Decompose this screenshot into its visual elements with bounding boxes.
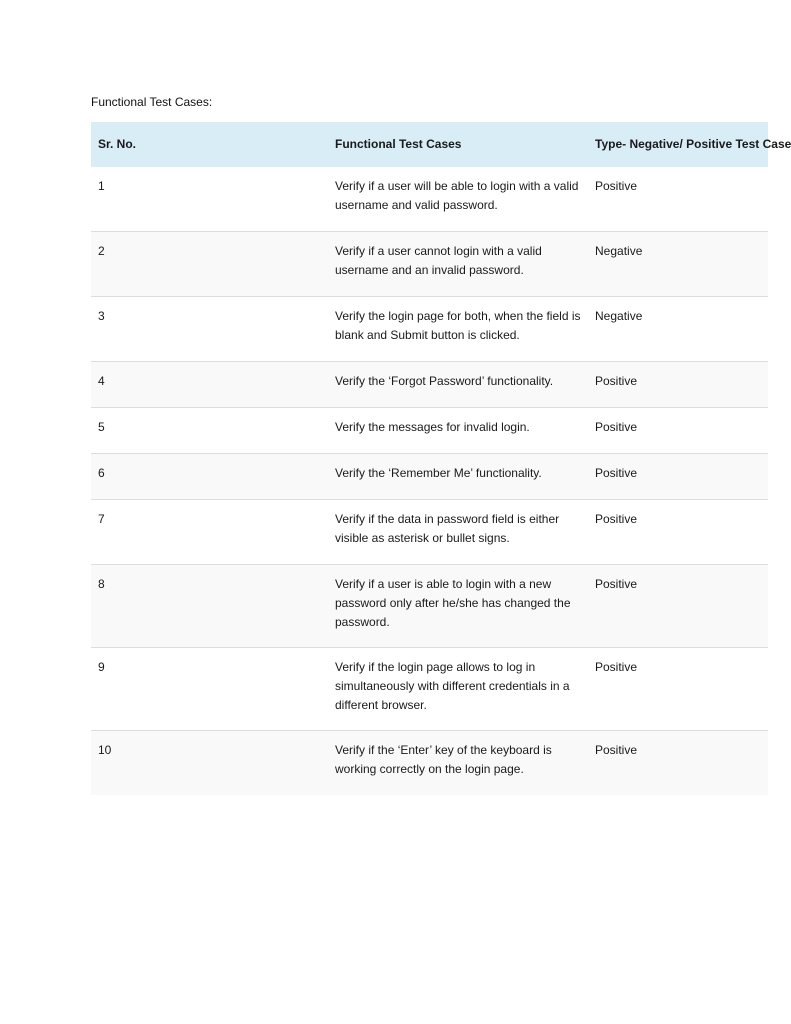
cell-type: Positive [595, 179, 638, 193]
cell-type: Positive [588, 454, 768, 500]
cell-sr-no: 2 [91, 232, 328, 297]
cell-type: Positive [588, 408, 768, 454]
cell-type: Positive [588, 362, 768, 408]
table-row [91, 297, 768, 362]
header-type: Type- Negative/ Positive Test Case [588, 122, 768, 167]
table-row [91, 408, 768, 454]
cell-sr-no: 8 [91, 565, 328, 648]
cell-test-case: Verify if the login page allows to log in simultaneously with different credentials in a different browser. [328, 648, 588, 731]
cell-test-case: Verify the ‘Forgot Password’ functionality. [328, 362, 588, 408]
cell-test-case: Verify if a user will be able to login with a valid username and valid password. [335, 179, 579, 212]
cell-sr-no: 3 [91, 297, 328, 362]
table-body [91, 167, 768, 795]
cell-test-case: Verify the login page for both, when the field is blank and Submit button is clicked. [328, 297, 588, 362]
table-row [91, 648, 768, 731]
cell-sr-no: 1 [98, 179, 105, 193]
cell-type: Positive [588, 500, 768, 565]
cell-type: Negative [588, 232, 768, 297]
table-row [91, 500, 768, 565]
cell-test-case: Verify if a user cannot login with a valid username and an invalid password. [328, 232, 588, 297]
header-functional-test-cases: Functional Test Cases [328, 122, 588, 167]
table-header [91, 122, 791, 167]
cell-sr-no: 10 [91, 731, 328, 796]
cell-test-case: Verify if the data in password field is either visible as asterisk or bullet signs. [328, 500, 588, 565]
cell-sr-no: 7 [91, 500, 328, 565]
table-row [91, 232, 768, 297]
cell-sr-no: 4 [91, 362, 328, 408]
header-sr-no: Sr. No. [91, 122, 328, 167]
table-row [91, 362, 768, 408]
cell-sr-no: 9 [91, 648, 328, 731]
cell-type: Positive [588, 731, 768, 796]
cell-sr-no: 5 [91, 408, 328, 454]
cell-type: Negative [588, 297, 768, 362]
cell-test-case: Verify if a user is able to login with a new password only after he/she has changed the password. [328, 565, 588, 648]
table-header-row [91, 122, 768, 167]
cell-type: Positive [588, 648, 768, 731]
document-title: Functional Test Cases: [91, 95, 213, 109]
table-row [91, 454, 768, 500]
cell-type: Positive [588, 565, 768, 648]
table-row [91, 731, 768, 796]
cell-test-case: Verify if the ‘Enter’ key of the keyboard is working correctly on the login page. [328, 731, 588, 796]
test-cases-table [91, 122, 791, 795]
table-row [91, 167, 768, 232]
cell-sr-no: 6 [91, 454, 328, 500]
cell-test-case: Verify the messages for invalid login. [328, 408, 588, 454]
cell-test-case: Verify the ‘Remember Me’ functionality. [328, 454, 588, 500]
table-row [91, 565, 768, 648]
